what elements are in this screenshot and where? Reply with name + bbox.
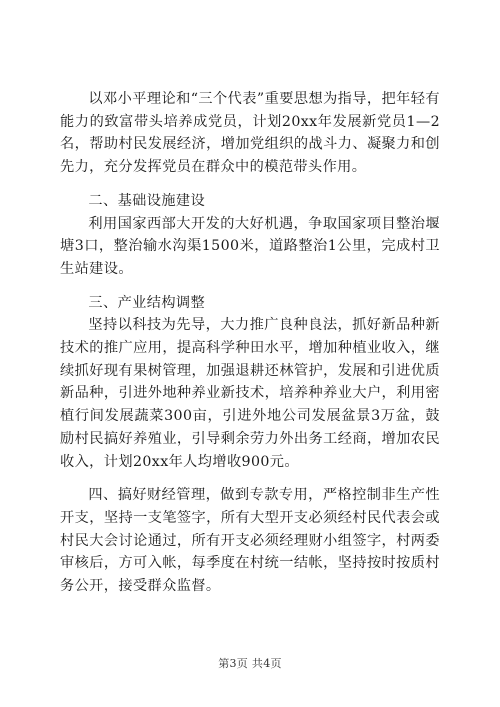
- paragraph-party-building: 以邓小平理论和“三个代表”重要思想为指导，把年轻有能力的致富带头培养成党员，计划20xx年发展新党员1—2名，帮助村民发展经济，增加党组织的战斗力、凝聚力和创先力，充分发挥党员在群众中的模范带头作用。: [60, 91, 440, 176]
- paragraph-finance-management: 四、搞好财经管理，做到专款专用，严格控制非生产性开支，坚持一支笔签字，所有大型开支必须经村民代表会或村民大会讨论通过，所有开支必须经理财小组签字，村两委审核后，方可入帐，每季度在村统一结帐，坚持按时按质村务公开，接受群众监督。: [60, 487, 440, 595]
- document-body: [60, 88, 440, 598]
- heading-industry-structure: 三、产业结构调整: [88, 294, 206, 311]
- paragraph-infrastructure: 利用国家西部大开发的大好机遇，争取国家项目整治堰塘3口，整治输水沟渠1500米，道路整治1公里，完成村卫生站建设。: [60, 215, 440, 277]
- page-footer: 第3页 共4页: [218, 657, 282, 670]
- paragraph-industry-structure: 坚持以科技为先导，大力推广良种良法，抓好新品种新技术的推广应用，提高科学种田水平，增加种植业收入，继续抓好现有果树管理，加强退耕还林管护，发展和引进优质新品种，引进外地种养业新技术，培养种养业大户，利用密植行间发展蔬菜300亩，引进外地公司发展盆景3万盆，鼓励村民搞好养殖业，引导剩余劳力外出务工经商，增加农民收入，计划20xx年人均增收900元。: [60, 317, 440, 470]
- heading-infrastructure: 二、基础设施建设: [88, 192, 206, 209]
